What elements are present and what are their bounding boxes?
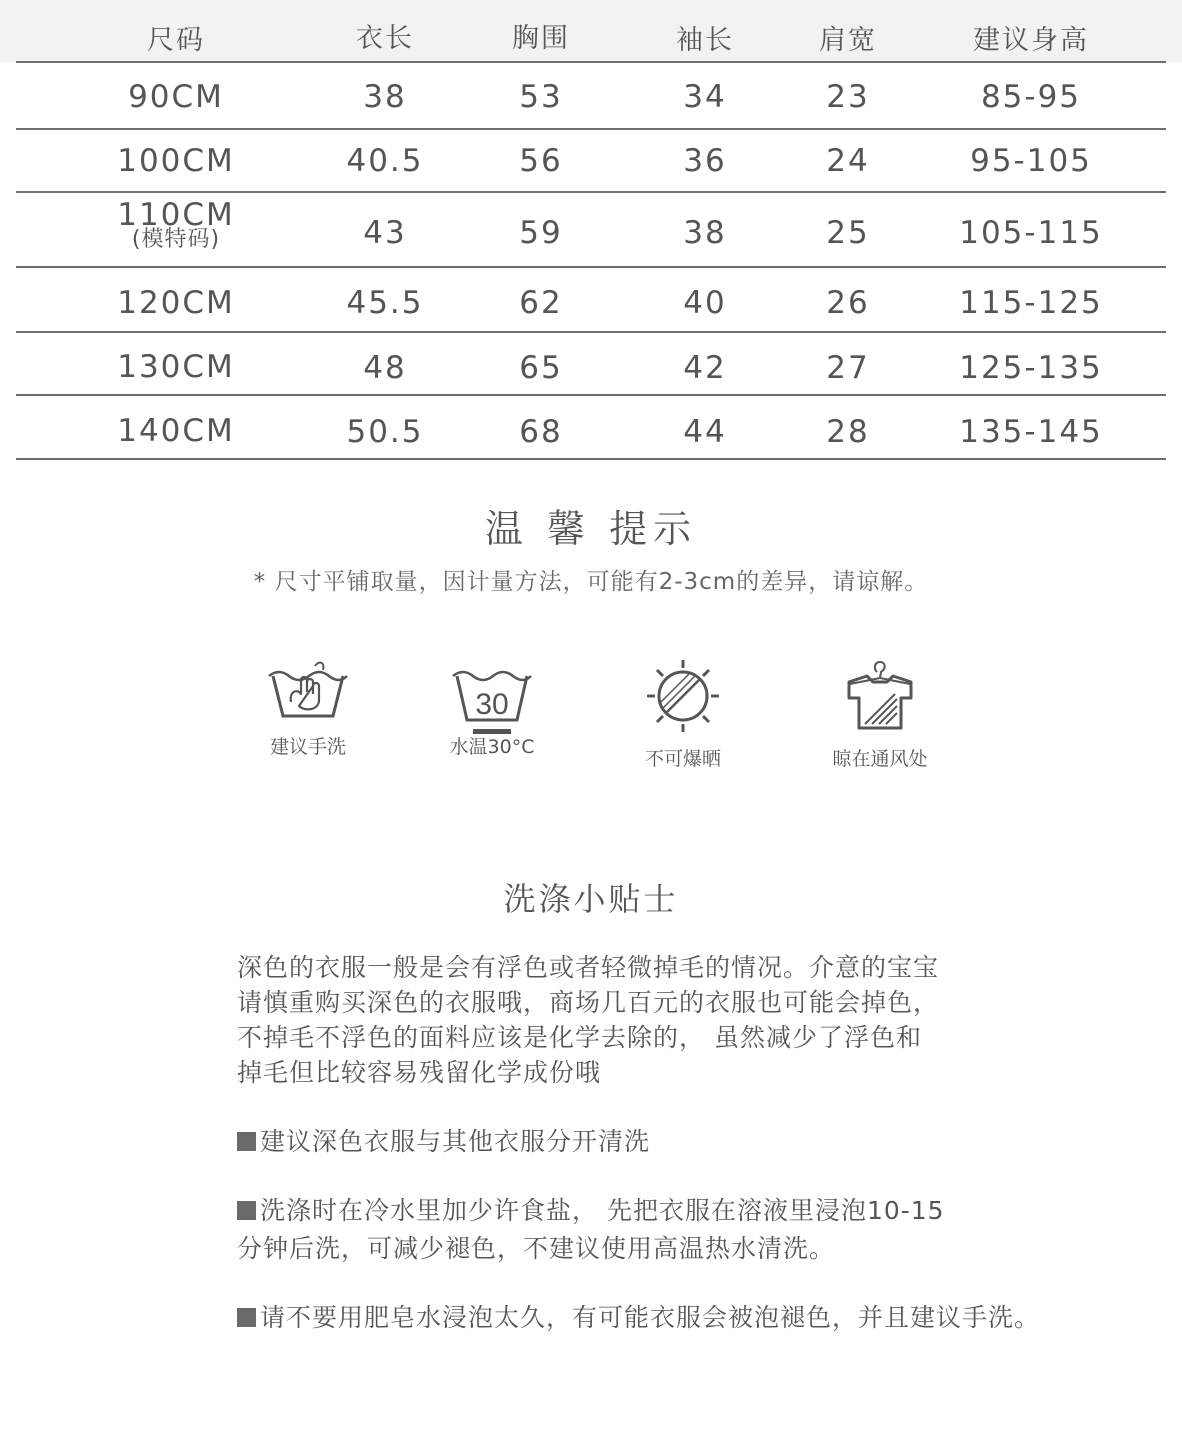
washing-intro bbox=[237, 950, 1137, 1090]
hang-dry-icon bbox=[845, 658, 915, 734]
length-cell: 50.5 bbox=[346, 414, 424, 450]
shoulder-cell: 25 bbox=[826, 215, 870, 251]
wash-temp-number: 30 bbox=[475, 688, 509, 721]
tip-text: 分钟后洗，可减少褪色，不建议使用高温热水清洗。 bbox=[237, 1234, 836, 1263]
size-cell: 130CM bbox=[117, 349, 235, 385]
care-item-hand-wash bbox=[233, 658, 383, 759]
length-cell: 38 bbox=[363, 79, 407, 115]
header-height: 建议身高 bbox=[973, 25, 1089, 56]
model-size-note: (模特码) bbox=[131, 227, 221, 252]
washing-title: 洗涤小贴士 bbox=[503, 880, 679, 918]
washing-tip-3 bbox=[237, 1300, 1137, 1335]
intro-line: 掉毛但比较容易残留化学成份哦 bbox=[237, 1058, 602, 1087]
length-cell: 48 bbox=[363, 350, 407, 386]
header-shoulder: 肩宽 bbox=[819, 25, 877, 56]
intro-line: 请慎重购买深色的衣服哦，商场几百元的衣服也可能会掉色， bbox=[237, 988, 940, 1017]
intro-line: 深色的衣服一般是会有浮色或者轻微掉毛的情况。介意的宝宝 bbox=[237, 953, 940, 982]
hand-wash-icon bbox=[267, 658, 349, 722]
wash-30-icon bbox=[451, 658, 533, 736]
sleeve-cell: 42 bbox=[683, 350, 727, 386]
sleeve-cell: 34 bbox=[683, 79, 727, 115]
care-label: 晾在通风处 bbox=[832, 748, 928, 770]
height-cell: 95-105 bbox=[970, 143, 1092, 179]
header-sleeve: 袖长 bbox=[676, 25, 734, 56]
tip-text: 建议深色衣服与其他衣服分开清洗 bbox=[260, 1127, 651, 1156]
header-length: 衣长 bbox=[356, 23, 414, 54]
care-label: 不可爆晒 bbox=[644, 748, 721, 770]
intro-line: 不掉毛不浮色的面料应该是化学去除的， 虽然减少了浮色和 bbox=[237, 1023, 922, 1052]
care-item-hang-dry bbox=[805, 658, 955, 771]
sleeve-cell: 38 bbox=[683, 215, 727, 251]
care-item-wash-30 bbox=[417, 658, 567, 759]
tips-text: * 尺寸平铺取量，因计量方法，可能有2-3cm的差异，请谅解。 bbox=[253, 569, 929, 595]
chest-cell: 56 bbox=[519, 143, 563, 179]
size-cell bbox=[117, 197, 235, 252]
table-rule bbox=[16, 128, 1166, 130]
sleeve-cell: 40 bbox=[683, 285, 727, 321]
length-cell: 43 bbox=[363, 215, 407, 251]
height-cell: 115-125 bbox=[959, 285, 1103, 321]
chest-cell: 65 bbox=[519, 350, 563, 386]
table-rule bbox=[16, 394, 1166, 396]
height-cell: 85-95 bbox=[980, 79, 1082, 115]
tip-text: 请不要用肥皂水浸泡太久，有可能衣服会被泡褪色，并且建议手洗。 bbox=[260, 1303, 1041, 1332]
care-item-no-sun bbox=[608, 658, 758, 771]
chest-cell: 62 bbox=[519, 285, 563, 321]
size-cell: 140CM bbox=[117, 413, 235, 449]
shoulder-cell: 26 bbox=[826, 285, 870, 321]
height-cell: 105-115 bbox=[959, 215, 1103, 251]
header-chest: 胸围 bbox=[512, 23, 570, 54]
shoulder-cell: 28 bbox=[826, 414, 870, 450]
shoulder-cell: 24 bbox=[826, 143, 870, 179]
size-value: 110CM bbox=[117, 197, 235, 233]
table-rule bbox=[16, 331, 1166, 333]
washing-tip-2 bbox=[237, 1193, 1137, 1266]
table-rule bbox=[16, 458, 1166, 460]
washing-tip-1 bbox=[237, 1124, 1137, 1159]
chest-cell: 68 bbox=[519, 414, 563, 450]
size-cell: 100CM bbox=[117, 143, 235, 179]
chest-cell: 59 bbox=[519, 215, 563, 251]
length-cell: 45.5 bbox=[346, 285, 424, 321]
size-cell: 120CM bbox=[117, 285, 235, 321]
height-cell: 135-145 bbox=[959, 414, 1103, 450]
tip-text: 洗涤时在冷水里加少许食盐， 先把衣服在溶液里浸泡10-15 bbox=[260, 1196, 945, 1225]
table-rule bbox=[16, 191, 1166, 193]
length-cell: 40.5 bbox=[346, 143, 424, 179]
square-bullet-icon bbox=[237, 1308, 256, 1327]
header-size: 尺码 bbox=[147, 25, 205, 56]
shoulder-cell: 23 bbox=[826, 79, 870, 115]
sleeve-cell: 44 bbox=[683, 414, 727, 450]
no-sun-icon bbox=[643, 658, 723, 734]
chest-cell: 53 bbox=[519, 79, 563, 115]
height-cell: 125-135 bbox=[959, 350, 1103, 386]
square-bullet-icon bbox=[237, 1132, 256, 1151]
care-label: 水温30°C bbox=[449, 736, 535, 758]
tips-title: 温 馨 提示 bbox=[484, 507, 698, 551]
care-label: 建议手洗 bbox=[269, 736, 346, 758]
sleeve-cell: 36 bbox=[683, 143, 727, 179]
size-cell: 90CM bbox=[128, 79, 224, 115]
square-bullet-icon bbox=[237, 1201, 256, 1220]
table-rule bbox=[16, 61, 1166, 63]
shoulder-cell: 27 bbox=[826, 350, 870, 386]
table-rule bbox=[16, 266, 1166, 268]
